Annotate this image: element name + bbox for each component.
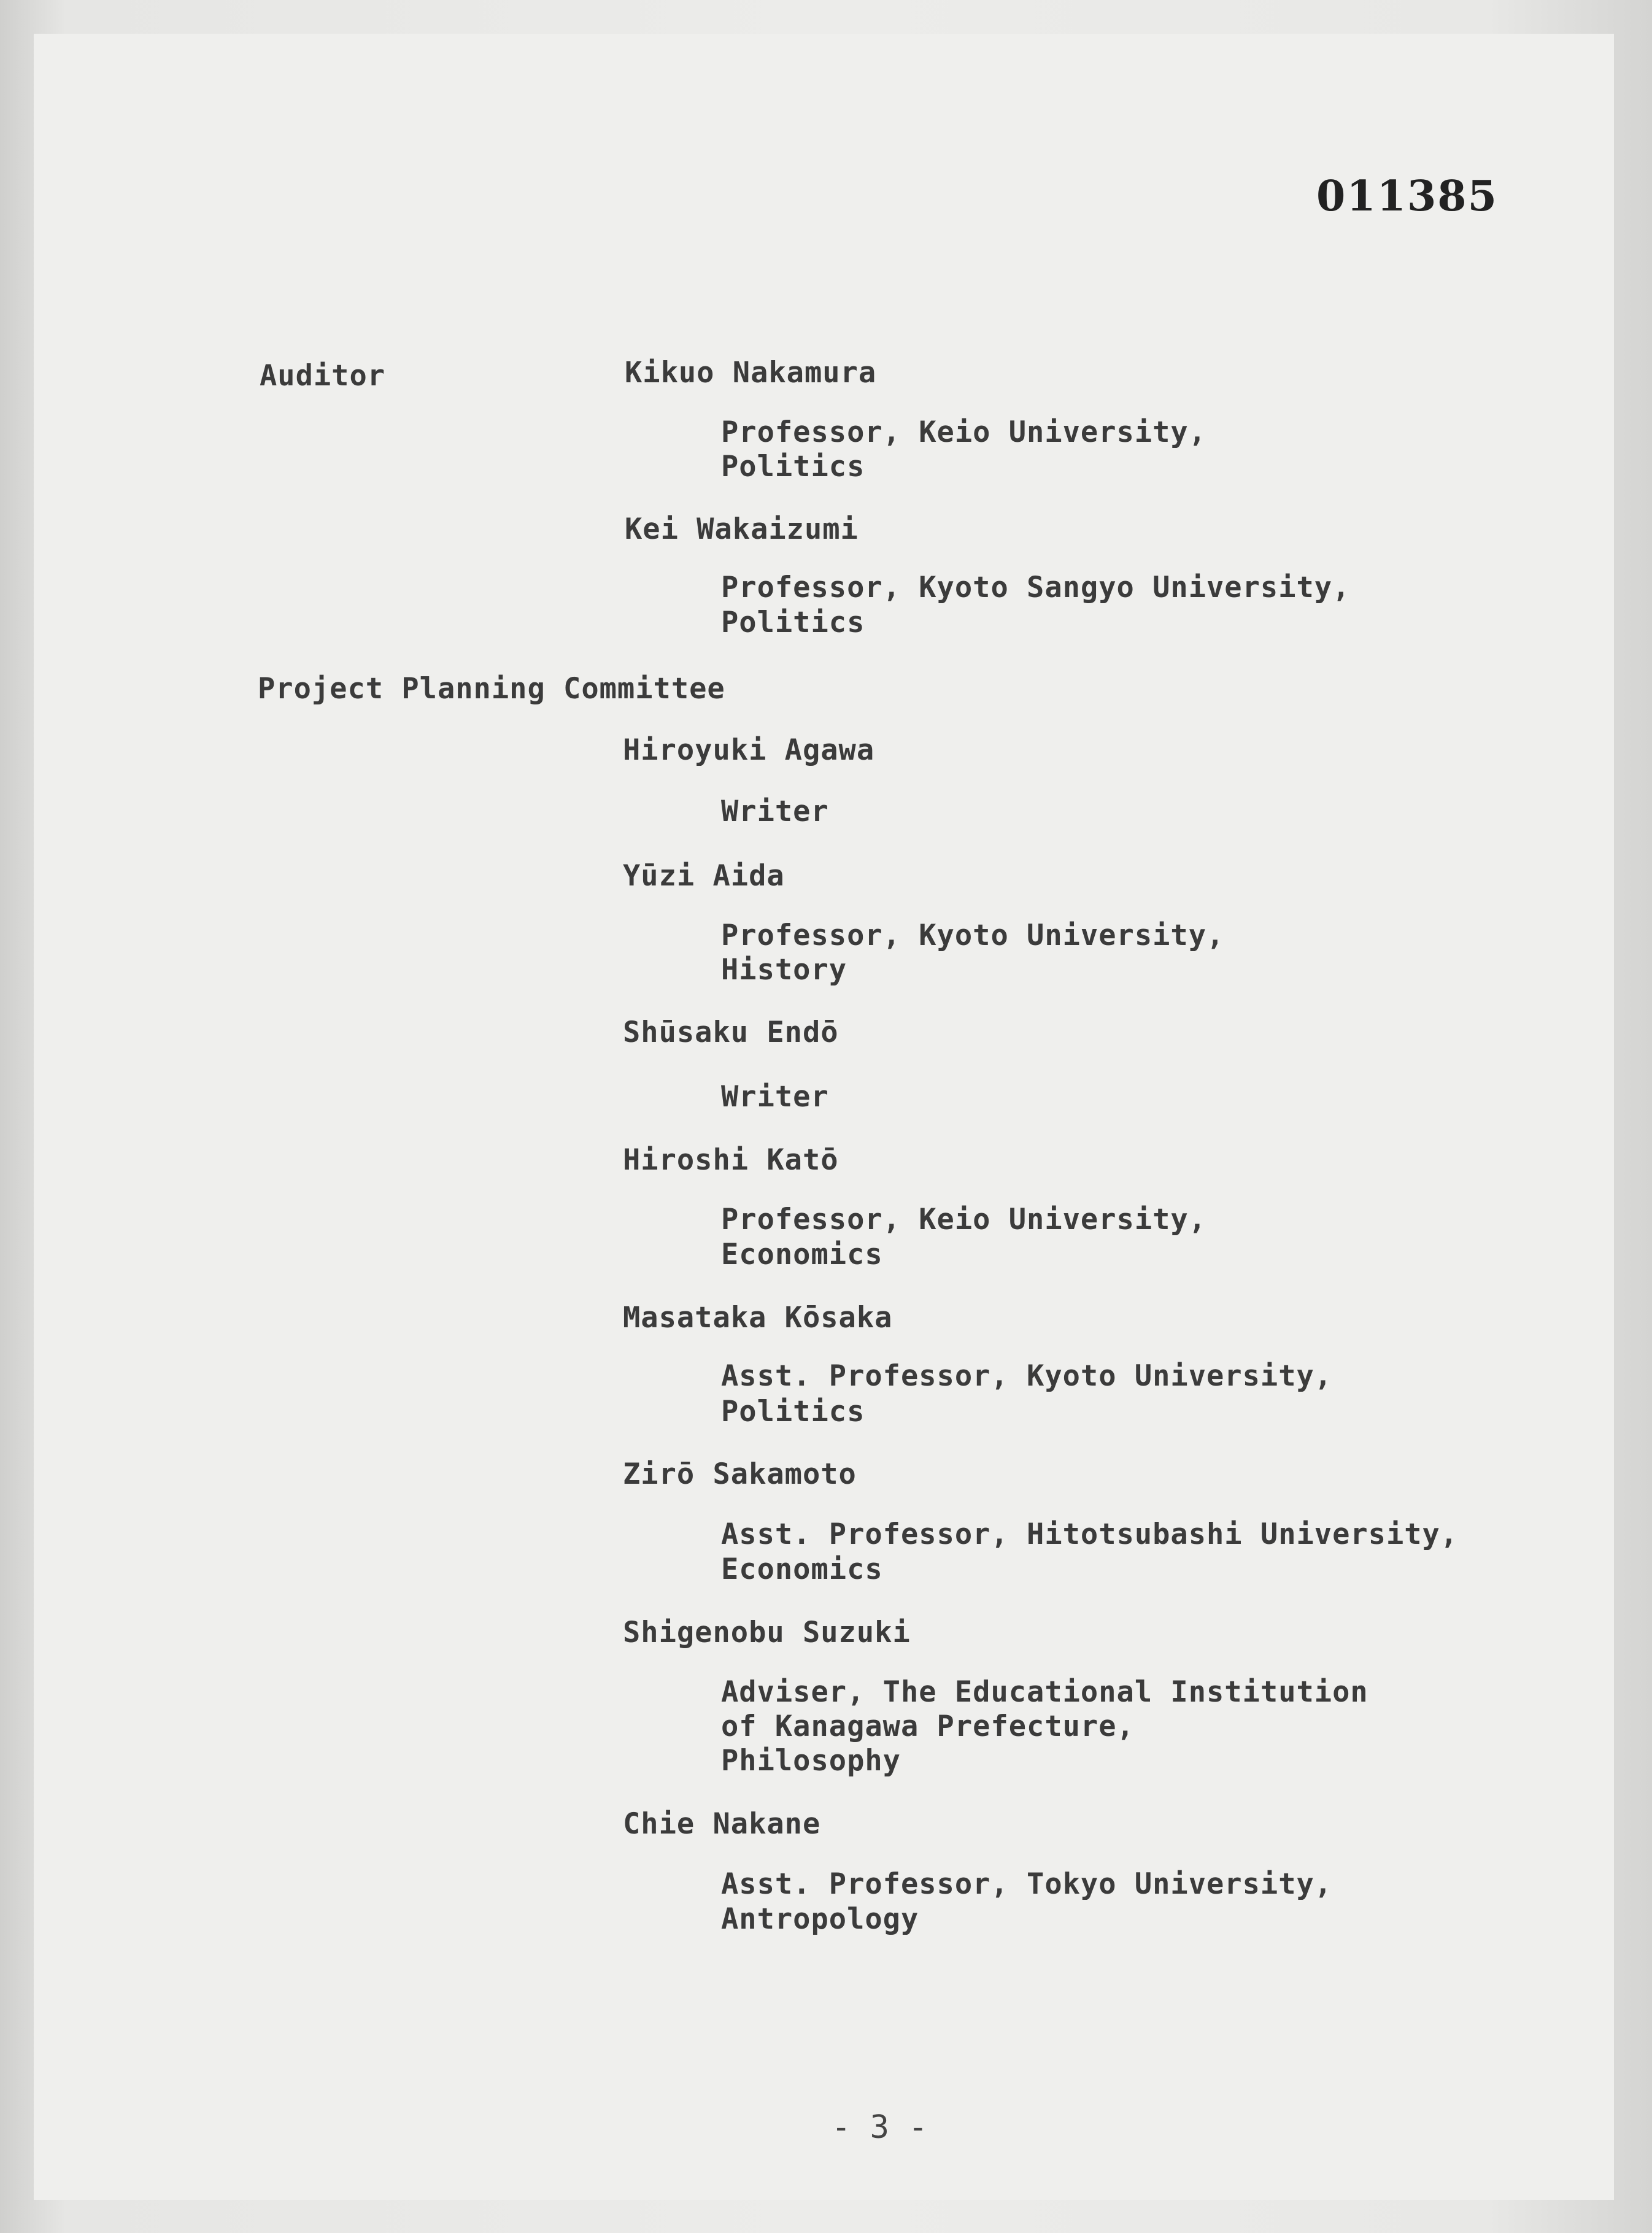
member-detail-line: Asst. Professor, Hitotsubashi University, (721, 1518, 1459, 1551)
member-name: Shigenobu Suzuki (623, 1616, 911, 1649)
member-detail-line: Writer (721, 795, 829, 828)
member-detail-line: Professor, Keio University, (721, 415, 1207, 449)
member-detail-line: Antropology (721, 1902, 919, 1936)
member-name: Kei Wakaizumi (625, 512, 859, 546)
document-number: 011385 (1316, 172, 1498, 221)
member-name: Chie Nakane (623, 1807, 821, 1841)
member-detail-line: Professor, Keio University, (721, 1203, 1207, 1236)
section-heading-auditor: Auditor (260, 359, 386, 393)
member-detail-line: of Kanagawa Prefecture, (721, 1710, 1135, 1743)
member-detail-line: History (721, 953, 847, 987)
member-name: Kikuo Nakamura (625, 356, 877, 390)
member-name: Yūzi Aida (623, 859, 785, 893)
member-detail-line: Politics (721, 1395, 865, 1429)
member-name: Masataka Kōsaka (623, 1301, 893, 1335)
member-name: Hiroshi Katō (623, 1143, 839, 1177)
member-name: Shūsaku Endō (623, 1016, 839, 1049)
section-heading-project-planning-committee: Project Planning Committee (258, 672, 725, 706)
member-detail-line: Politics (721, 450, 865, 484)
member-detail-line: Economics (721, 1552, 883, 1586)
page-number: - 3 - (832, 2109, 928, 2146)
member-detail-line: Professor, Kyoto University, (721, 919, 1225, 952)
member-detail-line: Asst. Professor, Kyoto University, (721, 1359, 1333, 1393)
member-name: Hiroyuki Agawa (623, 733, 875, 767)
member-detail-line: Philosophy (721, 1744, 901, 1778)
member-detail-line: Asst. Professor, Tokyo University, (721, 1867, 1333, 1901)
member-detail-line: Writer (721, 1080, 829, 1114)
member-detail-line: Politics (721, 606, 865, 639)
document-sheet (34, 34, 1614, 2200)
member-detail-line: Economics (721, 1238, 883, 1271)
member-detail-line: Professor, Kyoto Sangyo University, (721, 571, 1351, 604)
member-detail-line: Adviser, The Educational Institution (721, 1675, 1368, 1709)
member-name: Zirō Sakamoto (623, 1457, 857, 1491)
